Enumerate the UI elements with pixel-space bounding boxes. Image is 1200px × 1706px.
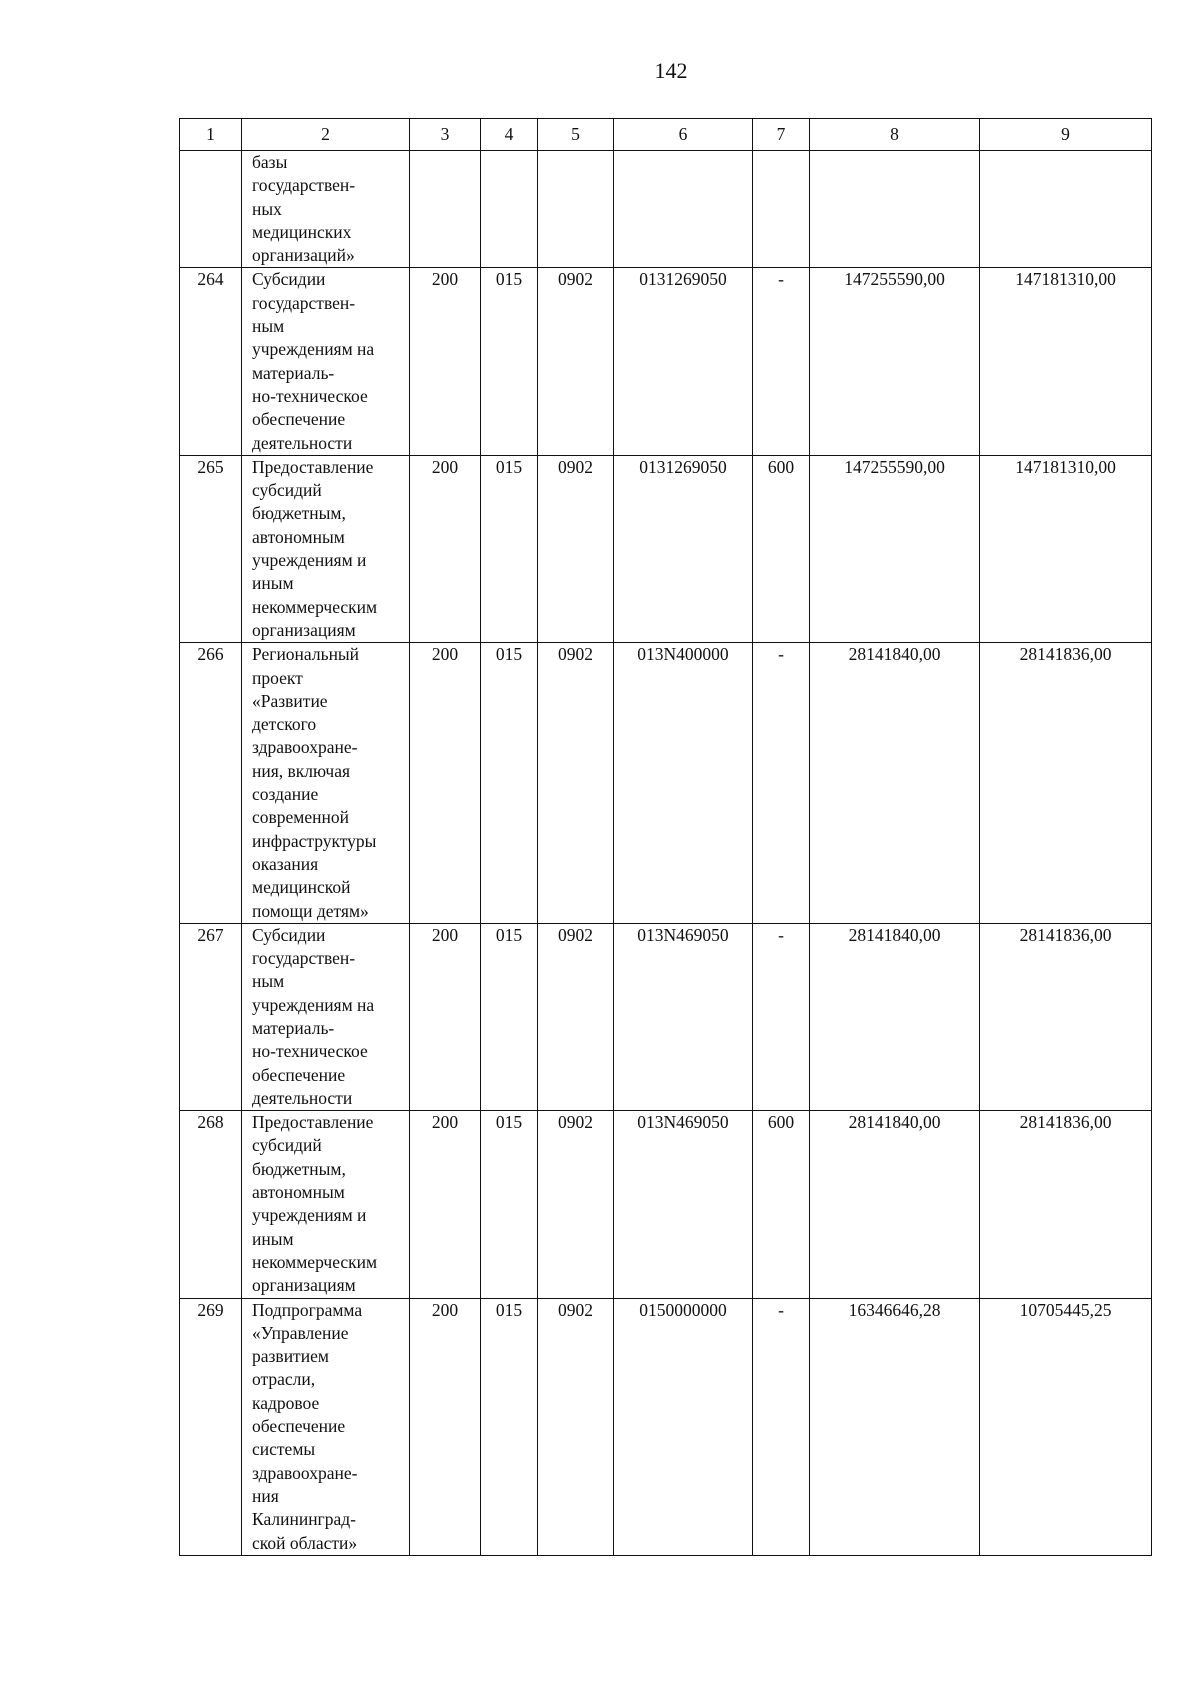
description-line: ным xyxy=(252,971,285,992)
cell-row-number: 264 xyxy=(180,268,242,455)
cell-col-7: 600 xyxy=(753,1111,810,1298)
cell-description xyxy=(242,268,410,455)
description-line: но-техническое xyxy=(252,385,368,406)
cell-amount-col-9 xyxy=(980,151,1152,268)
description-line: иным xyxy=(252,573,294,594)
cell-amount-col-9: 147181310,00 xyxy=(980,455,1152,642)
cell-col-4: 015 xyxy=(481,268,538,455)
description-line: Предоставление xyxy=(252,1112,374,1133)
cell-col-7: - xyxy=(753,1298,810,1555)
description-line: помощи детям» xyxy=(252,900,369,921)
description-line: медицинских xyxy=(252,221,352,242)
cell-col-4: 015 xyxy=(481,1298,538,1555)
description-line: детского xyxy=(252,714,317,735)
description-line: медицинской xyxy=(252,877,351,898)
cell-col-7 xyxy=(753,151,810,268)
description-line: создание xyxy=(252,784,319,805)
description-line: автономным xyxy=(252,526,345,547)
description-line: организациям xyxy=(252,619,356,640)
table-row xyxy=(180,455,1152,642)
header-col-5: 5 xyxy=(538,119,614,151)
description-line: обеспечение xyxy=(252,409,346,430)
description-line: Субсидии xyxy=(252,269,326,290)
description-line: но-техническое xyxy=(252,1041,368,1062)
cell-col-6 xyxy=(614,151,753,268)
cell-col-5 xyxy=(538,151,614,268)
cell-description xyxy=(242,1111,410,1298)
cell-col-5: 0902 xyxy=(538,923,614,1110)
description-line: организациям xyxy=(252,1275,356,1296)
cell-col-6: 013N469050 xyxy=(614,1111,753,1298)
description-line: иным xyxy=(252,1228,294,1249)
cell-row-number: 266 xyxy=(180,643,242,924)
header-col-9: 9 xyxy=(980,119,1152,151)
table-body xyxy=(180,151,1152,1556)
description-line: кадровое xyxy=(252,1392,320,1413)
cell-amount-col-8: 28141840,00 xyxy=(810,643,980,924)
description-line: деятельности xyxy=(252,432,353,453)
cell-col-3 xyxy=(410,151,481,268)
description-line: ния xyxy=(252,1485,279,1506)
description-line: здравоохране- xyxy=(252,737,358,758)
description-line: обеспечение xyxy=(252,1064,346,1085)
cell-amount-col-9: 147181310,00 xyxy=(980,268,1152,455)
cell-col-6: 013N469050 xyxy=(614,923,753,1110)
table-row xyxy=(180,1111,1152,1298)
header-col-8: 8 xyxy=(810,119,980,151)
cell-amount-col-8: 147255590,00 xyxy=(810,268,980,455)
cell-col-6: 0131269050 xyxy=(614,455,753,642)
description-line: материаль- xyxy=(252,1017,335,1038)
description-line: проект xyxy=(252,667,303,688)
description-line: современной xyxy=(252,807,349,828)
cell-amount-col-8: 28141840,00 xyxy=(810,1111,980,1298)
description-line: оказания xyxy=(252,853,319,874)
cell-col-5: 0902 xyxy=(538,643,614,924)
description-line: ных xyxy=(252,198,282,219)
table-row xyxy=(180,643,1152,924)
description-line: Региональный xyxy=(252,644,360,665)
page-number: 142 xyxy=(654,58,688,83)
description-line: некоммерческим xyxy=(252,1251,378,1272)
cell-col-7: 600 xyxy=(753,455,810,642)
cell-amount-col-8 xyxy=(810,151,980,268)
cell-description xyxy=(242,455,410,642)
description-line: «Развитие xyxy=(252,690,328,711)
cell-amount-col-9: 28141836,00 xyxy=(980,923,1152,1110)
header-row xyxy=(180,119,1152,151)
cell-col-7: - xyxy=(753,923,810,1110)
cell-row-number: 268 xyxy=(180,1111,242,1298)
header-col-7: 7 xyxy=(753,119,810,151)
cell-row-number: 265 xyxy=(180,455,242,642)
cell-col-3: 200 xyxy=(410,643,481,924)
cell-col-6: 0150000000 xyxy=(614,1298,753,1555)
cell-amount-col-9: 28141836,00 xyxy=(980,643,1152,924)
description-line: учреждениям и xyxy=(252,1205,367,1226)
cell-col-6: 013N400000 xyxy=(614,643,753,924)
description-line: ния, включая xyxy=(252,760,351,781)
cell-col-5: 0902 xyxy=(538,1111,614,1298)
cell-description xyxy=(242,1298,410,1555)
cell-row-number xyxy=(180,151,242,268)
cell-col-3: 200 xyxy=(410,268,481,455)
cell-amount-col-9: 28141836,00 xyxy=(980,1111,1152,1298)
description-line: субсидий xyxy=(252,480,322,501)
table-row xyxy=(180,151,1152,268)
description-line: ской области» xyxy=(252,1532,358,1553)
header-col-1: 1 xyxy=(180,119,242,151)
description-line: Калининград- xyxy=(252,1509,356,1530)
table-row xyxy=(180,1298,1152,1555)
description-line: некоммерческим xyxy=(252,596,378,617)
table-row xyxy=(180,268,1152,455)
description-line: учреждениям и xyxy=(252,550,367,571)
description-line: субсидий xyxy=(252,1135,322,1156)
cell-amount-col-9: 10705445,25 xyxy=(980,1298,1152,1555)
description-line: бюджетным, xyxy=(252,503,346,524)
cell-col-4: 015 xyxy=(481,455,538,642)
description-line: системы xyxy=(252,1439,316,1460)
description-line: Предоставление xyxy=(252,456,374,477)
cell-description xyxy=(242,923,410,1110)
cell-amount-col-8: 28141840,00 xyxy=(810,923,980,1110)
description-line: развитием xyxy=(252,1346,329,1367)
description-line: организаций» xyxy=(252,245,355,266)
table-row xyxy=(180,923,1152,1110)
description-line: «Управление xyxy=(252,1322,349,1343)
cell-col-3: 200 xyxy=(410,455,481,642)
description-line: инфраструктуры xyxy=(252,830,377,851)
description-line: ным xyxy=(252,316,285,337)
cell-amount-col-8: 147255590,00 xyxy=(810,455,980,642)
description-line: государствен- xyxy=(252,948,356,969)
cell-col-3: 200 xyxy=(410,923,481,1110)
budget-table xyxy=(179,118,1152,1556)
description-line: здравоохране- xyxy=(252,1462,358,1483)
cell-col-5: 0902 xyxy=(538,268,614,455)
cell-amount-col-8: 16346646,28 xyxy=(810,1298,980,1555)
description-line: учреждениям на xyxy=(252,339,375,360)
cell-col-4: 015 xyxy=(481,643,538,924)
cell-col-3: 200 xyxy=(410,1111,481,1298)
cell-col-4: 015 xyxy=(481,1111,538,1298)
description-line: государствен- xyxy=(252,292,356,313)
header-col-6: 6 xyxy=(614,119,753,151)
description-line: материаль- xyxy=(252,362,335,383)
description-line: деятельности xyxy=(252,1087,353,1108)
cell-col-4 xyxy=(481,151,538,268)
cell-col-7: - xyxy=(753,268,810,455)
description-line: учреждениям на xyxy=(252,994,375,1015)
cell-col-3: 200 xyxy=(410,1298,481,1555)
cell-col-7: - xyxy=(753,643,810,924)
header-col-2: 2 xyxy=(242,119,410,151)
description-line: отрасли, xyxy=(252,1369,316,1390)
cell-col-5: 0902 xyxy=(538,455,614,642)
cell-row-number: 267 xyxy=(180,923,242,1110)
description-line: автономным xyxy=(252,1182,345,1203)
description-line: обеспечение xyxy=(252,1416,346,1437)
description-line: базы xyxy=(252,152,288,172)
description-line: бюджетным, xyxy=(252,1158,346,1179)
description-line: Субсидии xyxy=(252,924,326,945)
cell-description xyxy=(242,643,410,924)
cell-col-6: 0131269050 xyxy=(614,268,753,455)
header-col-3: 3 xyxy=(410,119,481,151)
description-line: государствен- xyxy=(252,175,356,196)
cell-row-number: 269 xyxy=(180,1298,242,1555)
cell-col-5: 0902 xyxy=(538,1298,614,1555)
description-line: Подпрограмма xyxy=(252,1299,363,1320)
header-col-4: 4 xyxy=(481,119,538,151)
cell-col-4: 015 xyxy=(481,923,538,1110)
cell-description xyxy=(242,151,410,268)
